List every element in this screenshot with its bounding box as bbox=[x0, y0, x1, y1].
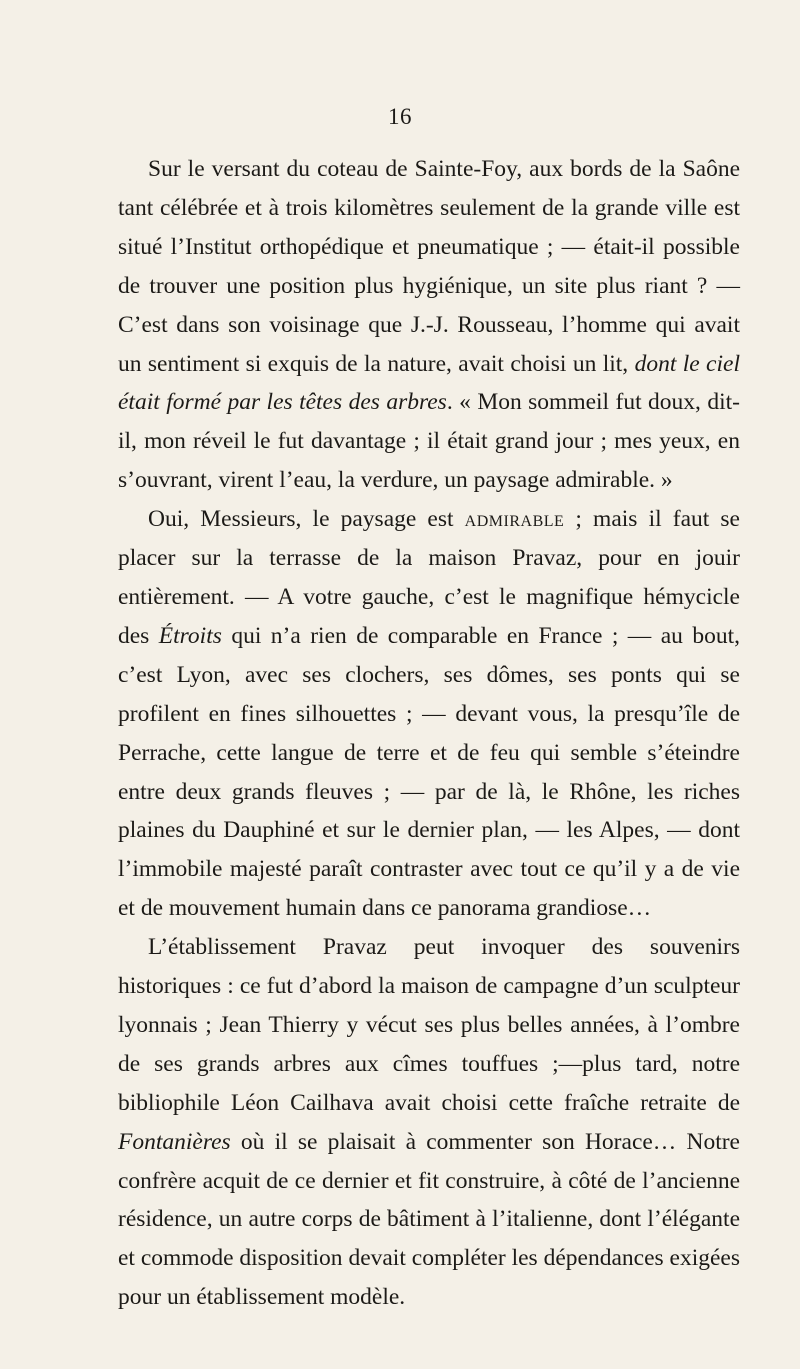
text-segment: Sur le versant du coteau de Sainte-Foy, aux bords de la Saône tant célébrée et à trois kilomètres seulement de la grande ville est situé l’Institut orthopédique et pneumatique ; — était-il possible de trouver une position plus hygiénique, un site plus riant ? — C’est dans son voisinage que J.-J. Rousseau, l’homme qui avait un sentiment si exquis de la nature, avait choisi un lit, bbox=[118, 156, 740, 377]
text-segment: . « Mon sommeil fut doux, dit-il, mon réveil le fut davantage ; il était grand jour ; mes yeux, en s’ouvrant, virent l’eau, la verdure, un paysage admirable. » bbox=[118, 389, 740, 494]
paragraph-1 bbox=[118, 150, 740, 500]
text-segment: ; mais il faut se placer sur la terrasse de la maison Pravaz, pour en jouir entièrement. — A votre gauche, c’est le magnifique hémycicle des bbox=[118, 506, 740, 649]
italic-phrase: Fontanières bbox=[118, 1128, 231, 1155]
text-segment: L’établissement Pravaz peut invoquer des souvenirs historiques : ce fut d’abord la maison de campagne d’un sculpteur lyonnais ; Jean Thierry y vécut ses plus belles années, à l’ombre de ses grands arbres aux cîmes touffues ;—plus tard, notre bibliophile Léon Cailhava avait choisi cette fraîche retraite de bbox=[118, 934, 740, 1116]
paragraph-2 bbox=[118, 500, 740, 928]
text-segment: Oui, Messieurs, le paysage est bbox=[148, 506, 465, 533]
text-segment: où il se plaisait à commenter son Horace… Notre confrère acquit de ce dernier et fit construire, à côté de l’ancienne résidence, un autre corps de bâtiment à l’italienne, dont l’élégante et commode disposition devait compléter les dépendances exigées pour un établissement modèle. bbox=[118, 1128, 740, 1311]
body-text bbox=[118, 150, 740, 1317]
page-number: 16 bbox=[388, 104, 412, 129]
italic-phrase: Étroits bbox=[158, 622, 222, 649]
text-segment: qui n’a rien de comparable en France ; — au bout, c’est Lyon, avec ses clochers, ses dômes, ses ponts qui se profilent en fines silhouettes ; — devant vous, la presqu’île de Perrache, cette langue de terre et de feu qui semble s’éteindre entre deux grands fleuves ; — par de là, le Rhône, les riches plaines du Dauphiné et sur le dernier plan, — les Alpes, — dont l’immobile majesté paraît contraster avec tout ce qu’il y a de vie et de mouvement humain dans ce panorama grandiose… bbox=[118, 622, 740, 922]
paragraph-3 bbox=[118, 928, 740, 1317]
italic-phrase: dont le ciel était formé par les têtes des arbres bbox=[118, 350, 740, 416]
smallcaps-word: admirable bbox=[464, 506, 565, 533]
